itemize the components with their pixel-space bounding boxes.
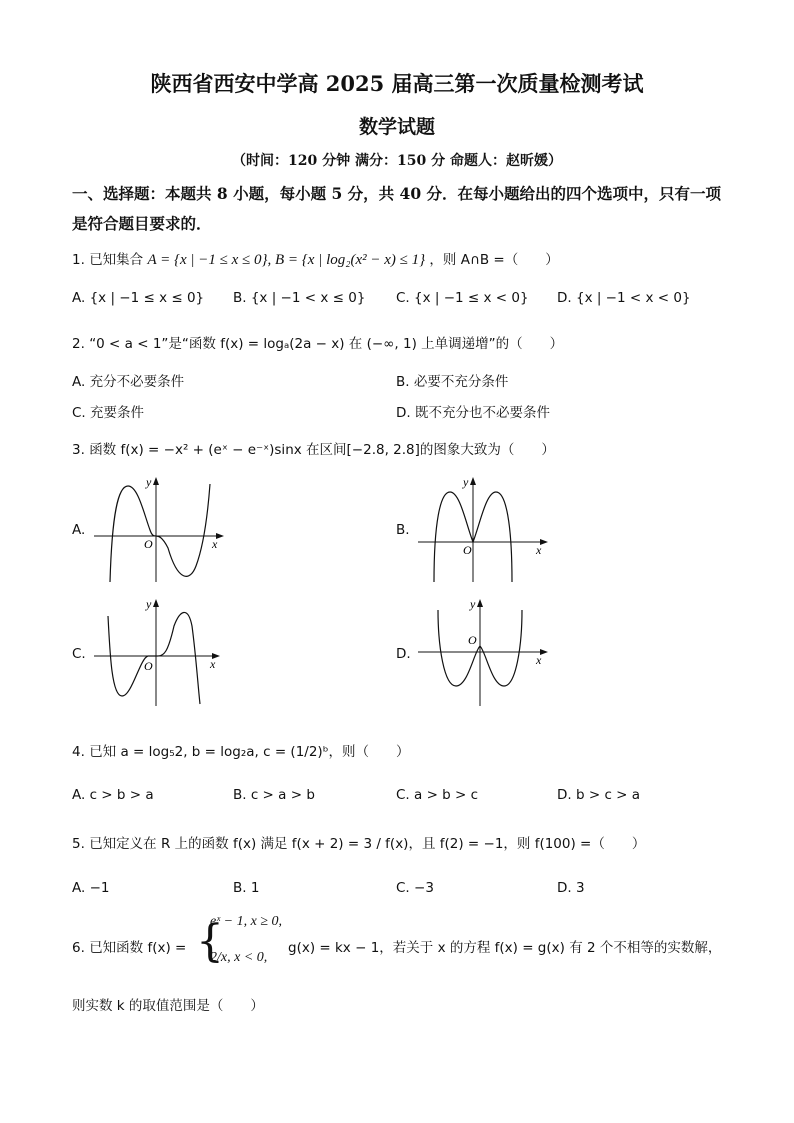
x-axis-label: x xyxy=(536,543,542,557)
question-6-line2: 则实数 k 的取值范围是（ ） xyxy=(72,998,264,1014)
origin-label: O xyxy=(468,633,477,647)
question-text: 已知定义在 R 上的函数 f(x) 满足 f(x + 2) = 3 / f(x)，且 f(2) = −1，则 f(100) =（ ） xyxy=(89,836,646,852)
question-math: A = {x | −1 ≤ x ≤ 0}, B = {x | log₂(x² − x) ≤ 1} xyxy=(147,252,426,268)
q3-graph-a[interactable] xyxy=(92,474,232,584)
page-subtitle: 数学试题 xyxy=(358,116,435,138)
q5-option-a[interactable]: A. −1 xyxy=(72,880,110,896)
question-number: 2. xyxy=(72,336,85,352)
q5-option-d[interactable]: D. 3 xyxy=(557,880,585,896)
x-axis-label: x xyxy=(536,653,542,667)
q1-option-d[interactable]: D. {x | −1 < x < 0} xyxy=(557,290,691,306)
y-axis-label: y xyxy=(463,475,469,489)
x-axis-label: x xyxy=(212,537,218,551)
origin-label: O xyxy=(144,659,153,673)
question-number: 4. xyxy=(72,744,85,760)
piecewise-brace: { xyxy=(196,916,224,967)
question-6 xyxy=(72,936,186,956)
q3-option-a[interactable]: A. xyxy=(72,522,86,538)
question-5 xyxy=(72,832,645,852)
question-number: 6. xyxy=(72,940,85,956)
q4-option-c[interactable]: C. a > b > c xyxy=(396,787,479,803)
q2-option-a[interactable]: A. 充分不必要条件 xyxy=(72,374,185,390)
section-heading-line2: 是符合题目要求的． xyxy=(72,214,212,233)
question-1 xyxy=(72,248,559,269)
question-text: 已知集合 xyxy=(89,252,144,268)
y-axis-label: y xyxy=(146,597,152,611)
exam-meta: （时间：120 分钟 满分：150 分 命题人：赵昕媛） xyxy=(232,153,562,169)
question-number: 1. xyxy=(72,252,85,268)
question-number: 3. xyxy=(72,442,85,458)
origin-label: O xyxy=(463,543,472,557)
question-6-tail: g(x) = kx − 1，若关于 x 的方程 f(x) = g(x) 有 2 个不相等的实数解， xyxy=(288,940,722,956)
question-3 xyxy=(72,438,555,458)
q2-option-b[interactable]: B. 必要不充分条件 xyxy=(396,374,509,390)
question-text: ，则 A∩B =（ ） xyxy=(429,252,559,268)
q3-graph-d[interactable] xyxy=(416,596,556,708)
origin-label: O xyxy=(144,537,153,551)
piecewise-case-1: eˣ − 1, x ≥ 0, xyxy=(210,914,283,929)
q1-option-a[interactable]: A. {x | −1 ≤ x ≤ 0} xyxy=(72,290,205,306)
q3-graph-b[interactable] xyxy=(416,474,556,584)
page-title: 陕西省西安中学高 2025 届高三第一次质量检测考试 xyxy=(150,71,644,96)
question-text: “0 < a < 1”是“函数 f(x) = logₐ(2a − x) 在 (−∞, 1) 上单调递增”的（ ） xyxy=(89,336,564,352)
y-axis-label: y xyxy=(470,597,476,611)
q4-option-a[interactable]: A. c > b > a xyxy=(72,787,154,803)
y-axis-label: y xyxy=(146,475,152,489)
question-number: 5. xyxy=(72,836,85,852)
question-text: 已知函数 f(x) = xyxy=(89,940,187,956)
q4-option-b[interactable]: B. c > a > b xyxy=(233,787,315,803)
question-text: 函数 f(x) = −x² + (eˣ − e⁻ˣ)sinx 在区间[−2.8, 2.8]的图象大致为（ ） xyxy=(89,442,555,458)
q3-option-c[interactable]: C. xyxy=(72,646,86,662)
q3-option-b[interactable]: B. xyxy=(396,522,410,538)
piecewise-case-2: 2/x, x < 0, xyxy=(210,950,268,965)
q3-option-d[interactable]: D. xyxy=(396,646,411,662)
x-axis-label: x xyxy=(210,657,216,671)
section-heading-line1: 一、选择题：本题共 8 小题，每小题 5 分，共 40 分．在每小题给出的四个选项中，只有一项 xyxy=(72,184,722,203)
q3-graph-c[interactable] xyxy=(92,596,232,708)
question-4 xyxy=(72,740,409,760)
question-text: 已知 a = log₅2, b = log₂a, c = (1/2)ᵇ，则（ ） xyxy=(89,744,410,760)
q5-option-c[interactable]: C. −3 xyxy=(396,880,434,896)
q5-option-b[interactable]: B. 1 xyxy=(233,880,260,896)
q2-option-d[interactable]: D. 既不充分也不必要条件 xyxy=(396,405,550,421)
question-2 xyxy=(72,332,563,352)
q1-option-b[interactable]: B. {x | −1 < x ≤ 0} xyxy=(233,290,366,306)
q1-option-c[interactable]: C. {x | −1 ≤ x < 0} xyxy=(396,290,529,306)
q4-option-d[interactable]: D. b > c > a xyxy=(557,787,641,803)
q2-option-c[interactable]: C. 充要条件 xyxy=(72,405,145,421)
